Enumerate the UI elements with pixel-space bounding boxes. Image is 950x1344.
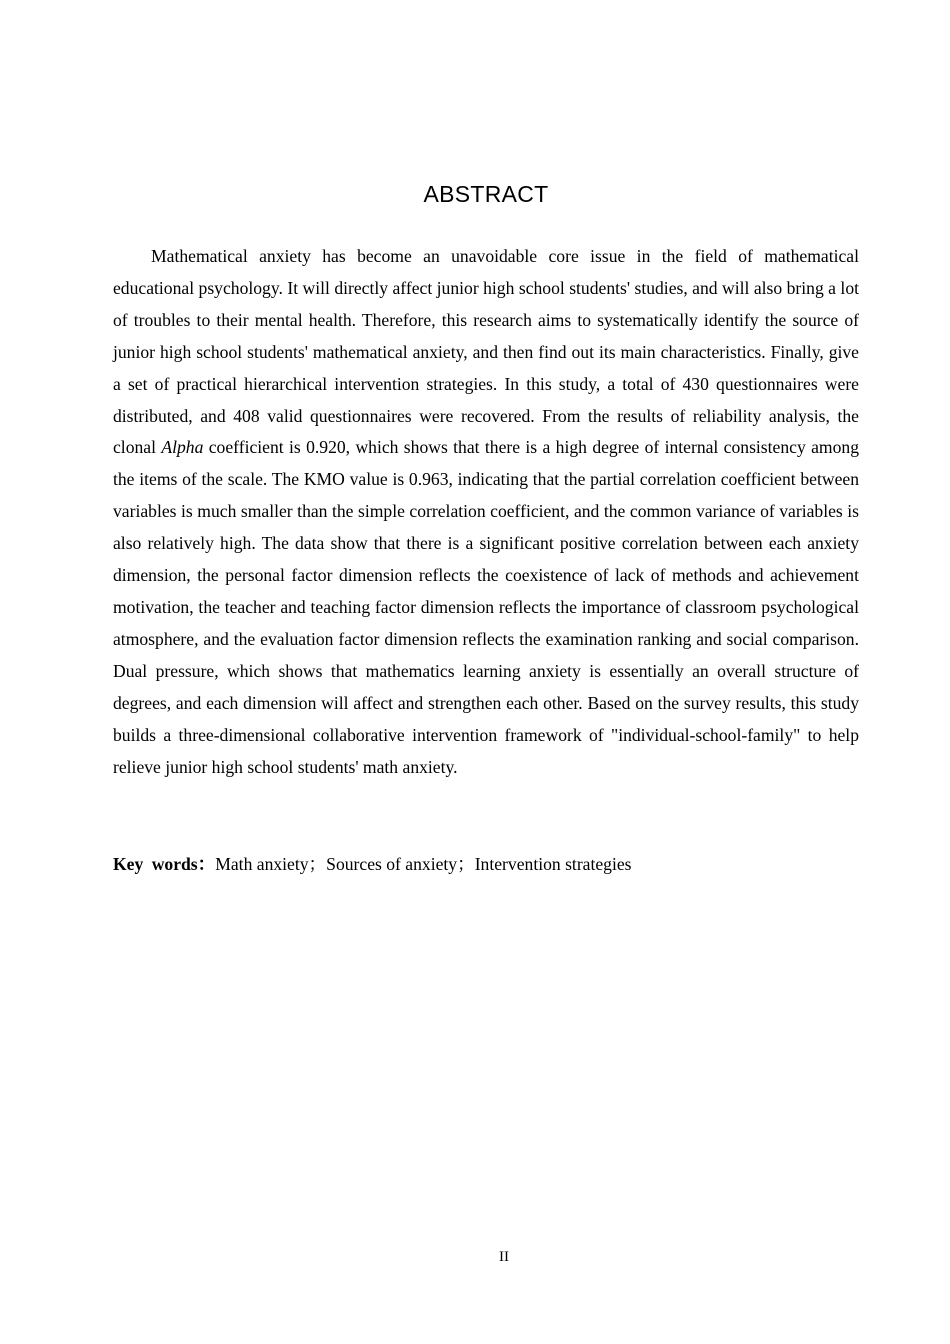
abstract-text-part2: coefficient is 0.920, which shows that there is a high degree of internal consistency among the items of the scale. The KMO value is 0.963, indicating that the partial correlation coefficient between variables is much smaller than the simple correlation coefficient, and the common variance of variables is also relatively high. The data show that there is a significant positive correlation between each anxiety dimension, the personal factor dimension reflects the coexistence of lack of methods and achievement motivation, the teacher and teaching factor dimension reflects the importance of classroom psychological atmosphere, and the evaluation factor dimension reflects the examination ranking and social comparison. Dual pressure, which shows that mathematics learning anxiety is essentially an overall structure of degrees, and each dimension will affect and strengthen each other. Based on the survey results, this study builds a three-dimensional collaborative intervention framework of "individual-school-family" to help relieve junior high school students' math anxiety.: [113, 437, 860, 777]
keywords-line: [113, 848, 859, 880]
abstract-text-part1: Mathematical anxiety has become an unavoidable core issue in the field of mathematical educational psychology. It will directly affect junior high school students' studies, and will also bring a lot of troubles to their mental health. Therefore, this research aims to systematically identify the source of junior high school students' mathematical anxiety, and then find out its main characteristics. Finally, give a set of practical hierarchical intervention strategies. In this study, a total of 430 questionnaires were distributed, and 408 valid questionnaires were recovered. From the results of reliability analysis, the clonal: [113, 246, 859, 458]
page-number: II: [499, 1249, 509, 1265]
abstract-title: ABSTRACT: [423, 181, 549, 207]
keyword-item: Sources of anxiety；: [326, 854, 475, 874]
keyword-item: Intervention strategies: [474, 854, 632, 874]
alpha-term: Alpha: [161, 437, 204, 458]
abstract-paragraph: [113, 241, 859, 783]
keyword-item: Math anxiety；: [215, 854, 327, 874]
keywords-label: Key words：: [113, 854, 216, 874]
